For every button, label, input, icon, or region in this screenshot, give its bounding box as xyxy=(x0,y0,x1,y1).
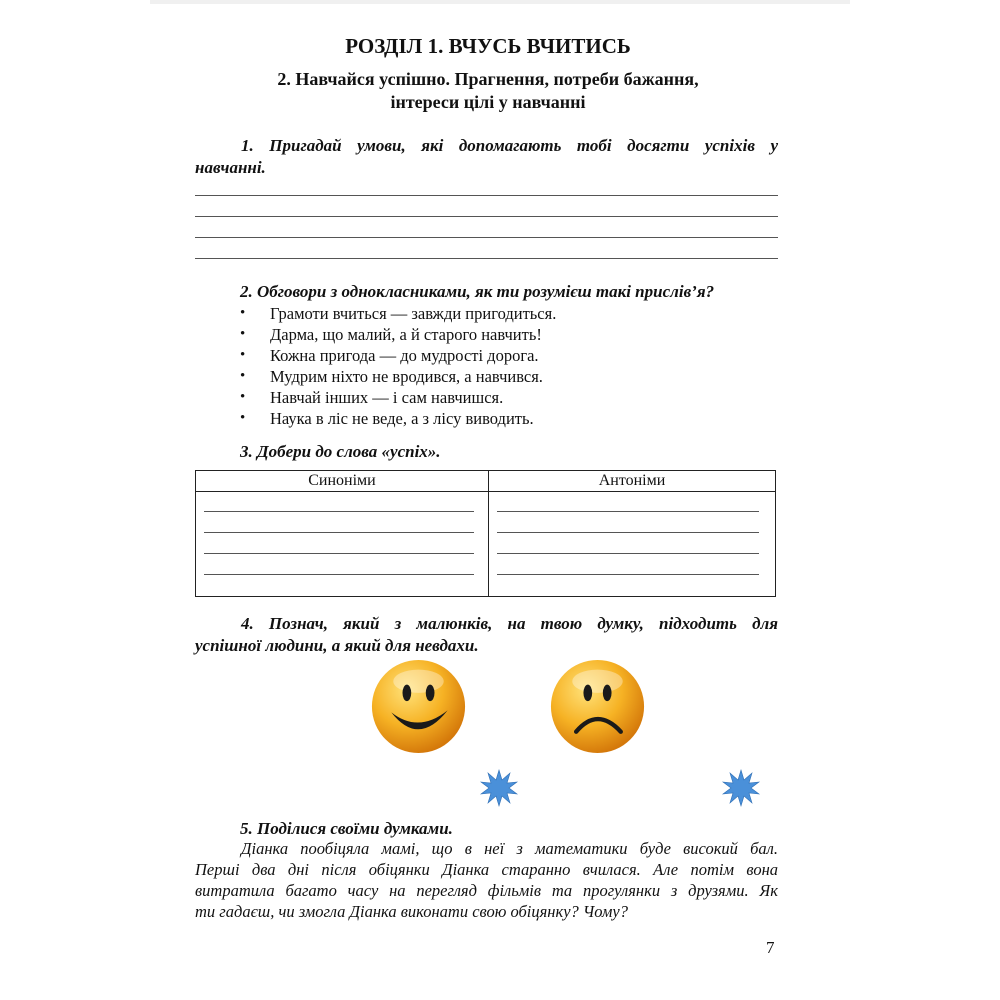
happy-face-icon[interactable] xyxy=(370,658,467,755)
proverb-item: • Мудрим ніхто не вродився, а навчився. xyxy=(240,366,556,387)
answer-line[interactable] xyxy=(497,553,759,554)
task4-line1: 4. Познач, який з малюнків, на твою думку, підходить для xyxy=(241,614,778,633)
proverb-item: • Дарма, що малий, а й старого навчить! xyxy=(240,324,556,345)
answer-line[interactable] xyxy=(204,553,474,554)
lesson-title-line1: 2. Навчайся успішно. Прагнення, потреби бажання, xyxy=(277,69,699,89)
proverb-item: • Наука в ліс не веде, а з лісу виводить. xyxy=(240,408,556,429)
story-line: ти гадаєш, чи змогла Діанка виконати свою обіцянку? Чому? xyxy=(195,902,629,921)
task2-title: 2. Обговори з однокласниками, як ти розумієш такі прислів’я? xyxy=(240,282,715,301)
answer-line[interactable] xyxy=(195,237,778,238)
story-line: Перші два дні після обіцянки Діанка старанно вчилася. Але потім вона xyxy=(195,860,778,879)
answer-line[interactable] xyxy=(204,532,474,533)
lesson-title xyxy=(0,68,976,114)
answer-line[interactable] xyxy=(497,574,759,575)
task4-line2: успішної людини, а який для невдахи. xyxy=(195,636,479,655)
answer-line[interactable] xyxy=(195,258,778,259)
answer-line[interactable] xyxy=(204,574,474,575)
task1-text xyxy=(195,135,778,179)
answer-line[interactable] xyxy=(195,216,778,217)
proverb-item: • Навчай інших — і сам навчишся. xyxy=(240,387,556,408)
starburst-icon[interactable] xyxy=(479,768,519,808)
task4-text xyxy=(195,613,778,657)
task5-title: 5. Поділися своїми думками. xyxy=(240,819,453,838)
antonyms-header: Антоніми xyxy=(489,471,776,492)
page-top-edge xyxy=(150,0,850,4)
story-line: витратила багато часу на перегляд фільмів та прогулянки з друзями. Як xyxy=(195,881,778,900)
task1-line1: 1. Пригадай умови, які допомагають тобі досягти успіхів у xyxy=(241,136,778,155)
sad-face-icon[interactable] xyxy=(549,658,646,755)
antonyms-answer-cell[interactable] xyxy=(489,492,776,597)
chapter-title: РОЗДІЛ 1. ВЧУСЬ ВЧИТИСЬ xyxy=(345,34,631,58)
synonyms-antonyms-table xyxy=(195,470,776,597)
answer-line[interactable] xyxy=(497,511,759,512)
proverb-list xyxy=(240,303,556,429)
answer-line[interactable] xyxy=(497,532,759,533)
synonyms-answer-cell[interactable] xyxy=(196,492,489,597)
answer-line[interactable] xyxy=(195,195,778,196)
lesson-title-line2: інтереси цілі у навчанні xyxy=(390,92,586,112)
task3-title: 3. Добери до слова «успіх». xyxy=(240,442,441,461)
page-number: 7 xyxy=(766,938,775,957)
answer-line[interactable] xyxy=(204,511,474,512)
proverb-item: • Грамоти вчиться — завжди пригодиться. xyxy=(240,303,556,324)
synonyms-header: Синоніми xyxy=(196,471,489,492)
proverb-item: • Кожна пригода — до мудрості дорога. xyxy=(240,345,556,366)
task5-story xyxy=(195,838,778,922)
starburst-icon[interactable] xyxy=(721,768,761,808)
task1-line2: навчанні. xyxy=(195,158,266,177)
story-line: Діанка пообіцяла мамі, що в неї з математики буде високий бал. xyxy=(241,839,778,858)
